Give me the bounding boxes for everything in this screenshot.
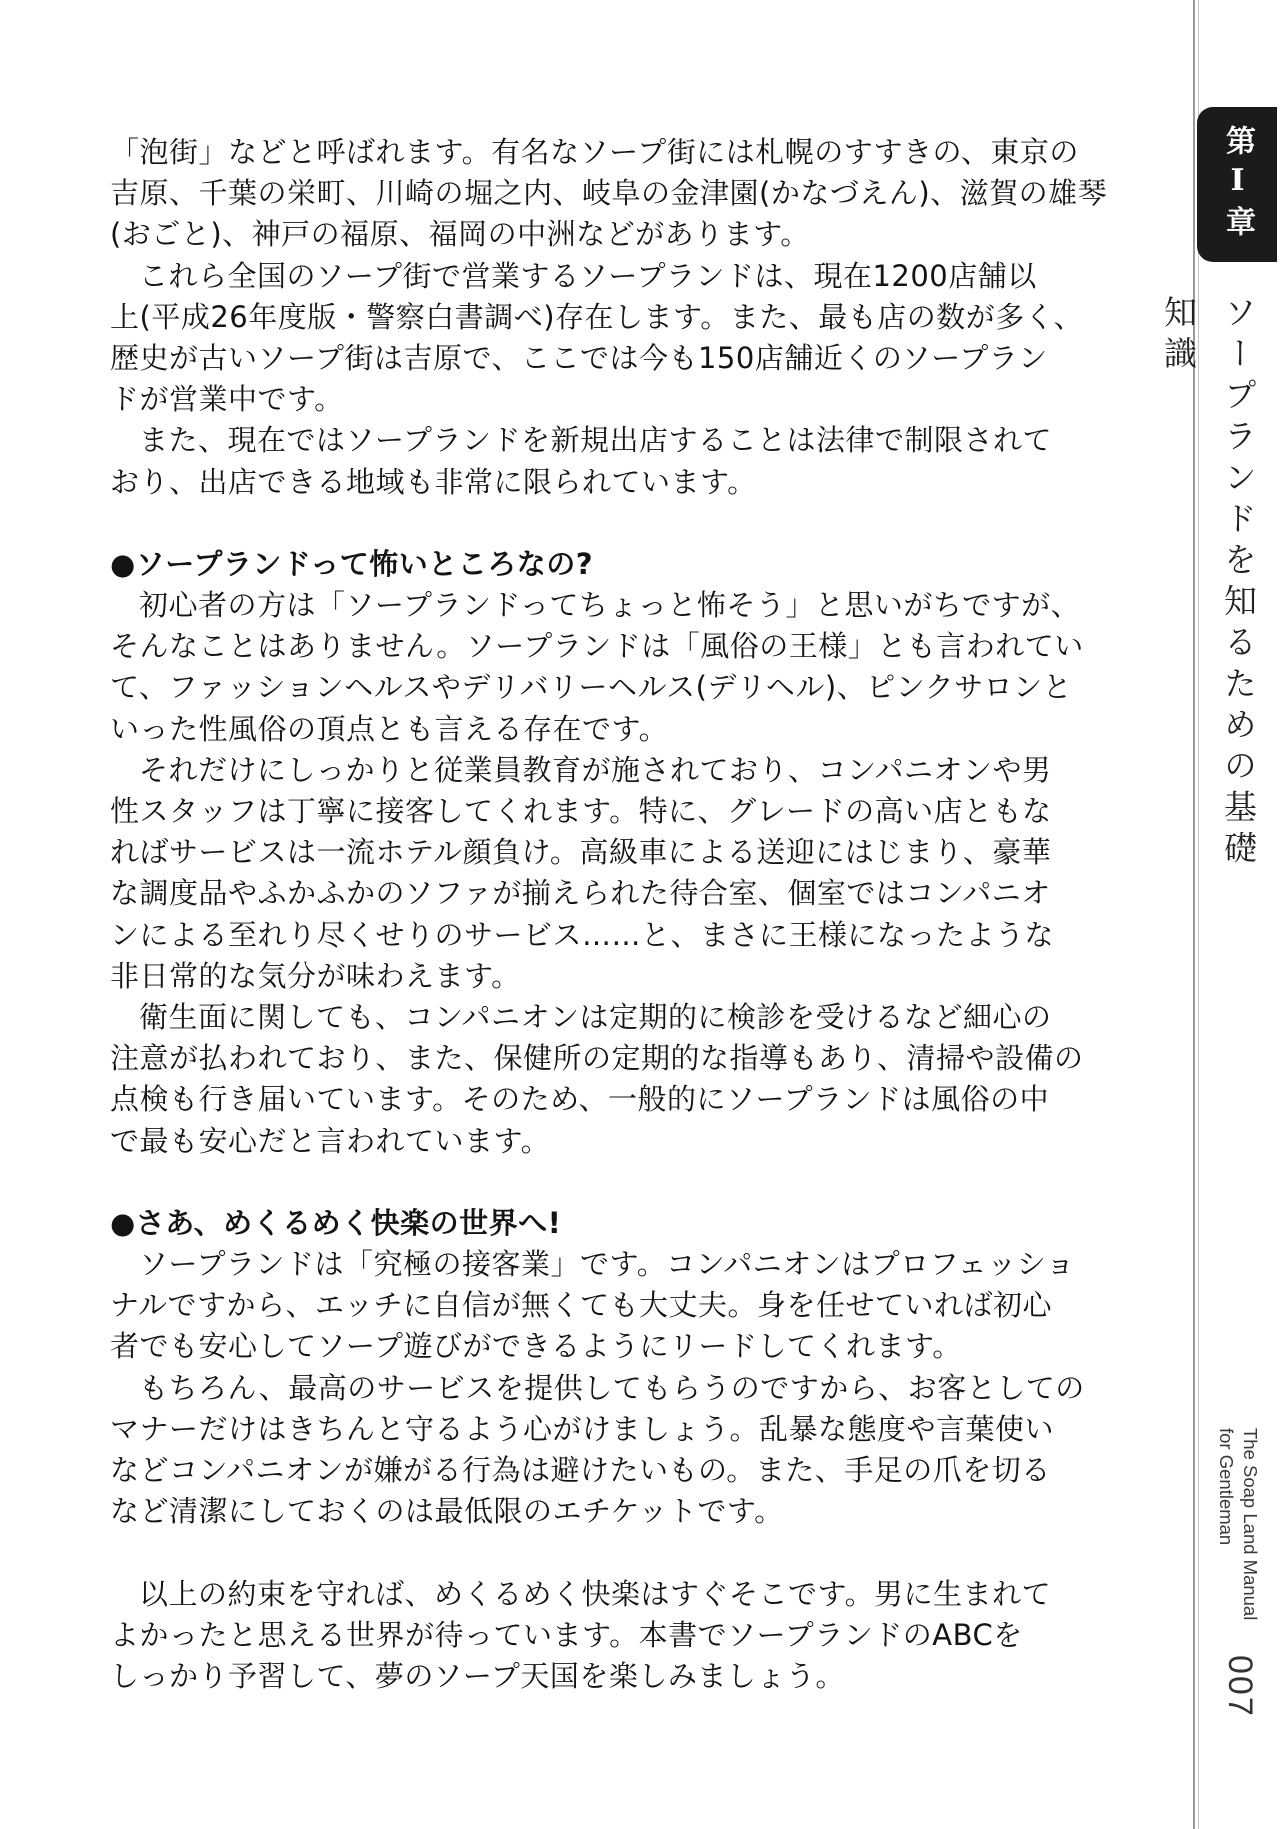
body-line: な調度品やふかふかのソファが揃えられた待合室、個室ではコンパニオ xyxy=(110,876,1051,911)
body-line: ドが営業中です。 xyxy=(110,382,344,417)
paragraph-start: もちろん、最高のサービスを提供してもらうのですから、お客としての xyxy=(139,1370,1085,1405)
body-line: などコンパニオンが嫌がる行為は避けたいもの。また、手足の爪を切る xyxy=(110,1453,1051,1487)
margin-rule-inner xyxy=(1198,0,1199,1829)
chapter-title: ソープランドを知るための基礎知識 xyxy=(1159,295,1258,872)
chapter-tab xyxy=(1197,107,1277,262)
body-line: しっかり予習して、夢のソープ天国を楽しみましょう。 xyxy=(110,1658,845,1693)
body-line: ナルですから、エッチに自信が無くても大丈夫。身を任せていれば初心 xyxy=(110,1288,1052,1323)
page-number: 007 xyxy=(1221,1655,1259,1718)
book-title-line: The Soap Land Manual xyxy=(1240,1428,1261,1621)
margin-rule xyxy=(1193,0,1195,1829)
body-line: そんなことはありません。ソープランドは「風俗の王様」とも言われてい xyxy=(110,629,1084,664)
body-line: 注意が払われており、また、保健所の定期的な指導もあり、清掃や設備の xyxy=(110,1041,1084,1076)
paragraph-start: 衛生面に関しても、コンパニオンは定期的に検診を受けるなど細心の xyxy=(139,999,1052,1034)
chapter-tab-label: 第Ⅰ章 xyxy=(1220,125,1255,244)
body-text xyxy=(110,132,1135,1697)
body-line: 者でも安心してソープ遊びができるようにリードしてくれます。 xyxy=(110,1329,962,1364)
body-line: 上(平成26年度版・警察白書調べ)存在します。また、最も店の数が多く、 xyxy=(110,299,1084,334)
section-heading: ●さあ、めくるめく快楽の世界へ! xyxy=(110,1205,562,1240)
body-line: いった性風俗の頂点とも言える存在です。 xyxy=(110,711,669,746)
paragraph-start: それだけにしっかりと従業員教育が施されており、コンパニオンや男 xyxy=(139,752,1052,787)
body-line: て、ファッションヘルスやデリバリーヘルス(デリヘル)、ピンクサロンと xyxy=(110,670,1073,705)
body-line: ればサービスは一流ホテル顔負け。高級車による送迎にはじまり、豪華 xyxy=(110,835,1052,870)
body-line: ンによる至れり尽くせりのサービス……と、まさに王様になったような xyxy=(110,917,1055,952)
body-line: 吉原、千葉の栄町、川崎の堀之内、岐阜の金津園(かなづえん)、滋賀の雄琴 xyxy=(110,176,1108,211)
body-line: 「泡街」などと呼ばれます。有名なソープ街には札幌のすすきの、東京の xyxy=(110,135,1079,169)
body-line: よかったと思える世界が待っています。本書でソープランドのABCを xyxy=(110,1617,1023,1652)
paragraph-gap xyxy=(110,1162,1135,1203)
body-line: で最も安心だと言われています。 xyxy=(110,1123,551,1158)
body-line: マナーだけはきちんと守るよう心がけましょう。乱暴な態度や言葉使い xyxy=(110,1411,1055,1446)
body-line: (おごと)、神戸の福原、福岡の中洲などがあります。 xyxy=(110,217,810,252)
body-line: 点検も行き届いています。そのため、一般的にソープランドは風俗の中 xyxy=(110,1082,1050,1117)
paragraph-start: 初心者の方は「ソープランドってちょっと怖そう」と思いがちですが、 xyxy=(139,588,1081,623)
body-line: 性スタッフは丁寧に接客してくれます。特に、グレードの高い店ともな xyxy=(110,794,1052,828)
body-line: 非日常的な気分が味わえます。 xyxy=(110,958,521,993)
body-line: など清潔にしておくのは最低限のエチケットです。 xyxy=(110,1494,784,1529)
body-line: 歴史が古いソープ街は吉原で、ここでは今も150店舗近くのソープラン xyxy=(110,340,1048,375)
section-heading: ●ソープランドって怖いところなの? xyxy=(110,546,594,581)
paragraph-start: ソープランドは「究極の接客業」です。コンパニオンはプロフェッショ xyxy=(139,1247,1076,1282)
book-title xyxy=(1202,1428,1262,1638)
paragraph-gap xyxy=(110,503,1135,544)
paragraph-start: これら全国のソープ街で営業するソープランドは、現在1200店舗以 xyxy=(139,258,1037,293)
paragraph-start: また、現在ではソープランドを新規出店することは法律で制限されて xyxy=(139,423,1053,458)
paragraph-gap xyxy=(110,1532,1135,1573)
paragraph-start: 以上の約束を守れば、めくるめく快楽はすぐそこです。男に生まれて xyxy=(139,1576,1052,1611)
body-line: おり、出店できる地域も非常に限られています。 xyxy=(110,464,757,499)
book-title-line: for Gentleman xyxy=(1216,1428,1237,1546)
